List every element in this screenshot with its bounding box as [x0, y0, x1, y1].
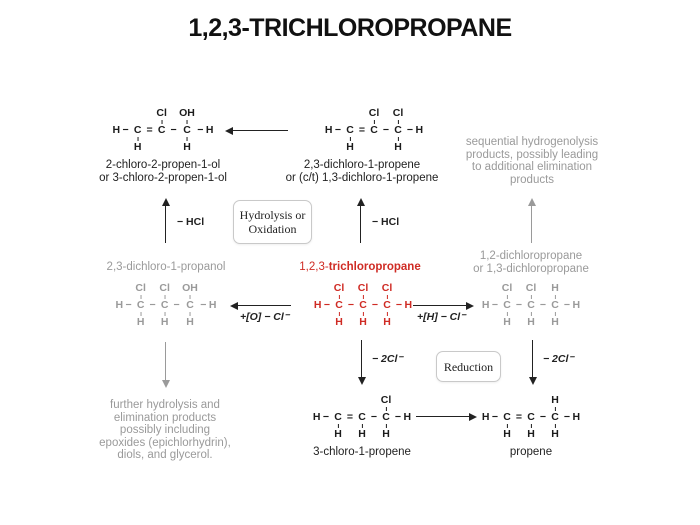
arrow-up-center-icon	[356, 198, 365, 243]
page-title: 1,2,3-TRICHLOROPROPANE	[188, 14, 512, 42]
structure-2-3-dichloro-1-propanol: H − Cl C H − Cl C H − OH C H − H	[115, 282, 217, 328]
arrow-label-plus-h-minus-cl: +[H] − Cl⁻	[417, 311, 466, 323]
structure-2-3-dichloro-1-propene: H − C H = Cl C − Cl C H − H	[324, 107, 424, 153]
arrow-down-left-icon	[161, 342, 170, 388]
arrow-down-right-icon	[528, 340, 537, 385]
structure-propene: H − C H = C H − H C H − H	[481, 394, 581, 440]
arrow-up-left-icon	[161, 198, 170, 243]
arrow-label-minus-2cl-right: − 2Cl⁻	[543, 353, 574, 365]
label-dichloropropane: 1,2-dichloropropane or 1,3-dichloropropane	[473, 250, 589, 275]
arrow-label-minus-hcl-left: − HCl	[177, 216, 205, 228]
structure-2-chloro-2-propen-1-ol: H − C H = Cl C − OH C H − H	[112, 107, 214, 153]
label-2-chloro-2-propen-1-ol: 2-chloro-2-propen-1-ol or 3-chloro-2-propen-1-ol	[99, 159, 227, 184]
label-2-3-dichloro-1-propene: 2,3-dichloro-1-propene or (c/t) 1,3-dichloro-1-propene	[285, 159, 439, 184]
note-further-hydrolysis: further hydrolysis and elimination products possibly including epoxides (epichlorhydrin), diols, and glycerol.	[99, 399, 231, 462]
label-1-2-3-trichloropropane: 1,2,3-trichloropropane	[299, 261, 421, 273]
process-box-hydrolysis-or-oxidation: Hydrolysis or Oxidation	[233, 200, 312, 244]
label-2-3-dichloro-1-propanol: 2,3-dichloro-1-propanol	[106, 261, 226, 273]
structure-dichloropropane: H − Cl C H − Cl C H − H C H − H	[481, 282, 581, 328]
arrow-left-top-icon	[225, 126, 288, 135]
process-box-reduction: Reduction	[436, 351, 501, 382]
structure-3-chloro-1-propene: H − C H = C H − Cl C H − H	[312, 394, 412, 440]
note-sequential-hydrogenolysis: sequential hydrogenolysis products, possibly leading to additional elimination products	[465, 136, 599, 186]
arrow-label-minus-hcl-center: − HCl	[372, 216, 400, 228]
label-3-chloro-1-propene: 3-chloro-1-propene	[313, 446, 411, 458]
arrow-label-minus-2cl-left: − 2Cl⁻	[372, 353, 403, 365]
arrow-left-middle-icon	[230, 301, 291, 310]
arrow-label-plus-o-minus-cl: +[O] − Cl⁻	[240, 311, 290, 323]
arrow-right-middle-icon	[413, 301, 474, 310]
arrow-down-center-icon	[357, 340, 366, 385]
label-propene: propene	[509, 446, 553, 458]
arrow-right-bottom-icon	[416, 412, 477, 421]
structure-1-2-3-trichloropropane: H − Cl C H − Cl C H − Cl C H − H	[313, 282, 413, 328]
arrow-up-right-icon	[527, 198, 536, 243]
